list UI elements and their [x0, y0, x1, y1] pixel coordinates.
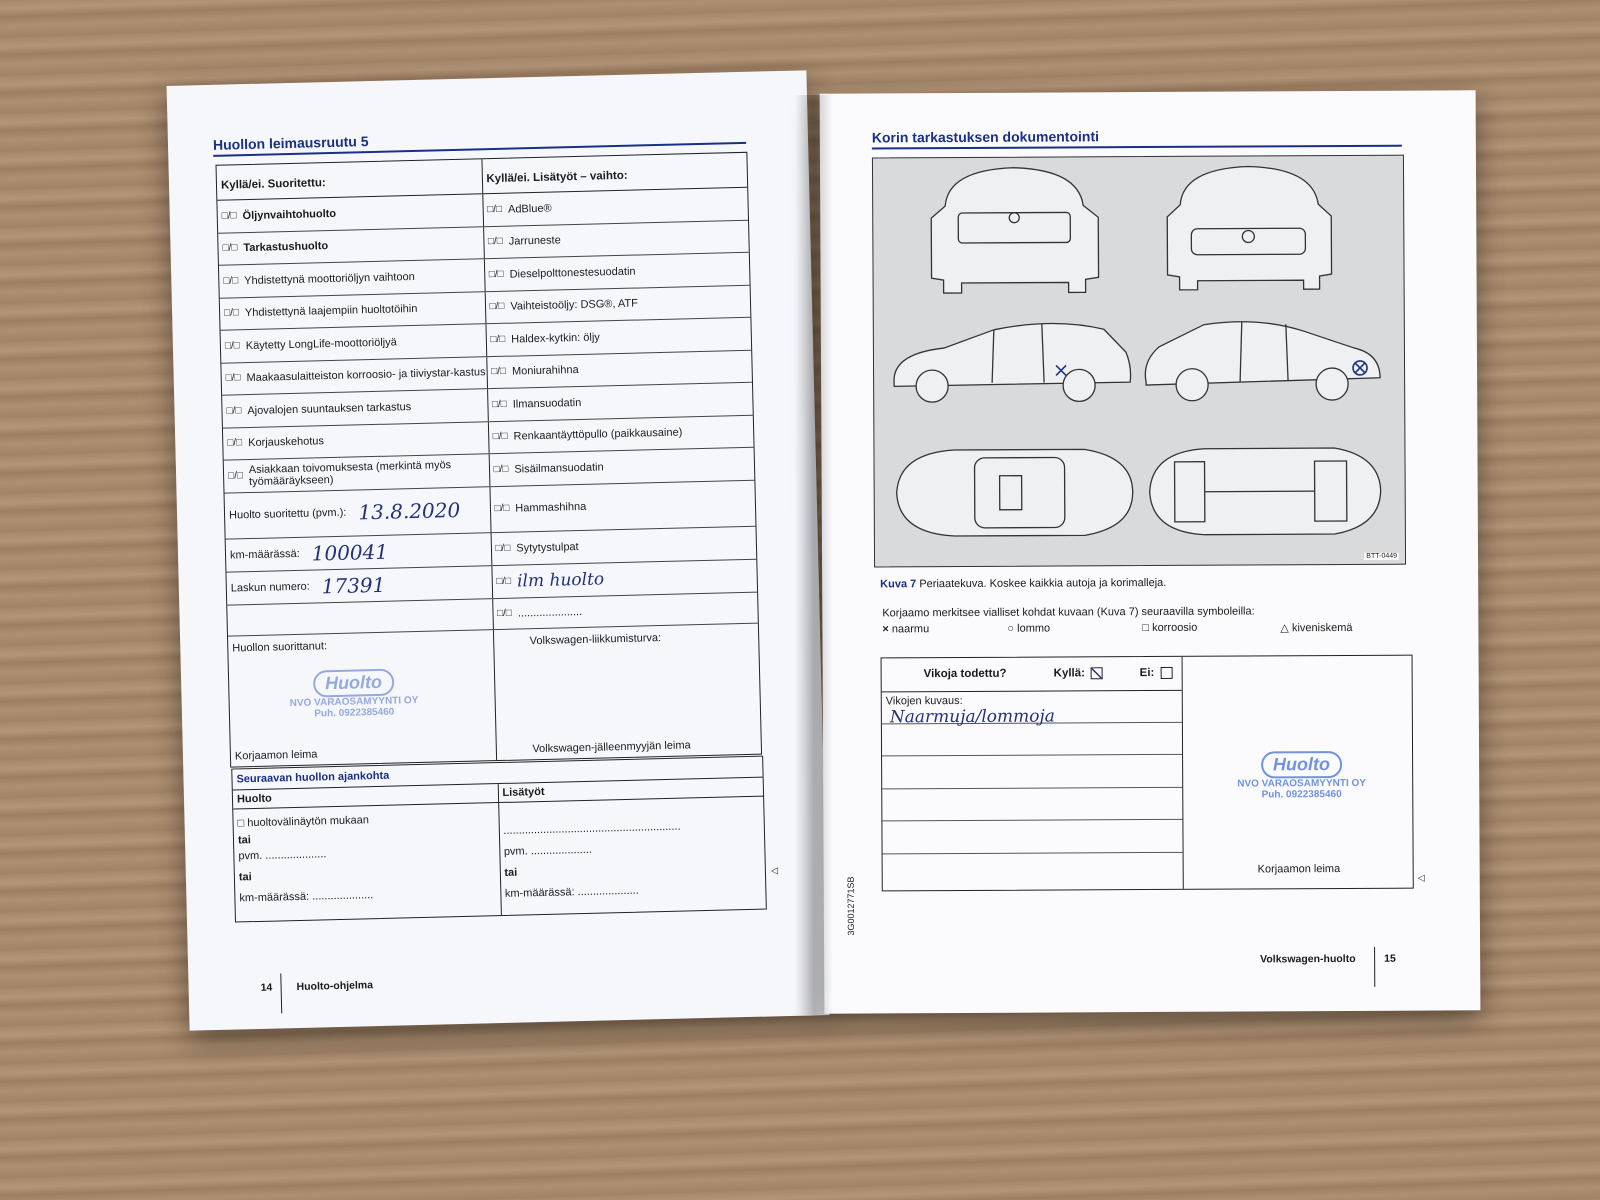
figure-id: BTT-0449	[1366, 552, 1398, 560]
car-views-illustration	[873, 156, 1405, 567]
service-checklist-table	[215, 152, 762, 767]
workshop-stamp-label: Korjaamon leima	[1257, 863, 1341, 876]
section-name: Huolto-ohjelma	[296, 979, 374, 994]
square-icon: □	[1142, 622, 1150, 635]
description-lines	[882, 690, 1183, 886]
performed-item-label: Maakaasulaitteiston korroosio- ja tiiviystar-kastus	[246, 366, 486, 385]
checkbox-pair[interactable]: □/□	[221, 210, 237, 222]
performed-item-label: Tarkastushuolto	[243, 240, 329, 255]
checkbox-pair[interactable]: □/□	[227, 469, 244, 482]
page-title: Huollon leimausruutu 5	[212, 133, 369, 153]
invoice-value[interactable]: 17391	[321, 572, 386, 598]
checkbox-pair[interactable]: □/□	[223, 307, 240, 319]
legend-item-corrosion: □ korroosio	[1142, 621, 1198, 635]
right-page	[820, 90, 1481, 1013]
checkbox-pair[interactable]: □/□	[493, 463, 509, 475]
next-service-title: Seuraavan huollon ajankohta	[232, 757, 762, 791]
next-service-table	[231, 756, 767, 923]
extra-item-label: Ilmansuodatin	[512, 396, 582, 411]
performed-item-label: Asiakkaan toivomuksesta (merkintä myös työmääräykseen)	[248, 458, 452, 488]
yes-checkbox[interactable]	[1091, 667, 1103, 679]
checkbox-pair[interactable]: □/□	[494, 502, 510, 515]
extra-item-label: Dieselpolttonestesuodatin	[509, 265, 636, 281]
extra-item-blank: .....................	[517, 605, 583, 620]
description-value[interactable]: Naarmuja/lommoja	[889, 706, 1055, 728]
next-service-right-cell: .......................................................... pvm. .................... tai km-määrässä: ....................	[503, 820, 681, 900]
checkbox-pair[interactable]: □/□	[496, 607, 513, 619]
col-header-performed: Kyllä/ei. Suoritettu:	[217, 159, 483, 199]
triangle-icon: △	[1280, 622, 1289, 635]
checkbox-pair[interactable]: □/□	[226, 404, 242, 417]
symbol-legend	[882, 621, 1412, 642]
checkbox-pair[interactable]: □/□	[227, 437, 243, 449]
defect-question-row	[882, 657, 1182, 693]
extra-item-label: AdBlue®	[507, 202, 552, 216]
no-checkbox[interactable]	[1160, 667, 1172, 679]
page-title: Korin tarkastuksen dokumentointi	[871, 128, 1100, 146]
workshop-stamp: Huolto NVO VARAOSAMYYNTI OY Puh. 0922385460	[289, 668, 419, 720]
document-code: 3G0012771SB	[845, 876, 857, 936]
cross-icon: ×	[882, 623, 889, 636]
service-date-value[interactable]: 13.8.2020	[358, 497, 461, 525]
checkbox-pair[interactable]: □/□	[224, 339, 240, 352]
footer-divider	[1374, 947, 1375, 987]
service-date-label: Huolto suoritettu (pvm.):	[228, 506, 347, 522]
defect-record-table	[881, 655, 1414, 892]
legend-item-dent: ○ lommo	[1007, 622, 1051, 635]
page-number: 14	[260, 981, 273, 994]
performed-item-label: Käytetty LongLife-moottoriöljyä	[245, 336, 397, 352]
performed-item-label: Korjauskehotus	[248, 435, 325, 450]
extra-item-label: Jarruneste	[508, 234, 561, 248]
checkbox-pair[interactable]: □/□	[490, 366, 507, 378]
performed-item-label: Öljynvaihtohuolto	[242, 207, 337, 222]
legend-item-scratch: × naarmu	[882, 623, 930, 636]
extra-item-label: Haldex-kytkin: öljy	[511, 331, 600, 346]
checkbox-pair[interactable]: □/□	[489, 301, 505, 313]
table-divider	[1182, 657, 1184, 889]
performed-by-label: Huollon suorittanut:	[232, 639, 328, 655]
checkbox-pair[interactable]: □/□	[488, 268, 504, 280]
checkbox-pair[interactable]: □/□	[222, 242, 238, 254]
left-page	[167, 70, 830, 1030]
performed-item-label: Ajovalojen suuntauksen tarkastus	[247, 400, 412, 417]
checkbox-pair[interactable]: □/□	[492, 430, 508, 443]
checkbox-pair[interactable]: □/□	[496, 575, 512, 587]
caption-text: Periaatekuva. Koskee kaikkia autoja ja korimalleja.	[919, 576, 1167, 591]
col-header-extra: Kyllä/ei. Lisätyöt – vaihto:	[486, 169, 628, 186]
workshop-stamp-label: Korjaamon leima	[234, 747, 318, 762]
continue-arrow-icon: ◁	[1417, 872, 1425, 883]
extra-item-label: Moniurahihna	[511, 364, 579, 378]
invoice-label: Laskun numero:	[230, 580, 310, 595]
extra-item-label: Sytytystulpat	[516, 540, 579, 555]
continue-arrow-icon: ◁	[770, 865, 778, 876]
next-service-col-right: Lisätyöt	[502, 785, 545, 799]
car-diagram	[872, 155, 1406, 568]
checkbox-pair[interactable]: □/□	[490, 333, 506, 345]
footer-label: Volkswagen-huolto	[1260, 952, 1356, 966]
checkbox-pair[interactable]: □/□	[491, 398, 507, 410]
circle-icon: ○	[1007, 622, 1015, 635]
checkbox-pair[interactable]: □/□	[487, 203, 503, 215]
extra-item-label: Sisäilmansuodatin	[514, 461, 604, 476]
signature-row	[228, 623, 761, 766]
page-number: 15	[1384, 952, 1396, 965]
extra-item-handwritten[interactable]: ilm huolto	[516, 568, 605, 592]
warranty-label: Volkswagen-liikkumisturva:	[529, 631, 662, 647]
performed-item-label: Yhdistettynä moottoriöljyn vaihtoon	[244, 270, 415, 287]
title-rule	[872, 145, 1402, 150]
defects-question: Vikoja todettu?	[923, 667, 1007, 681]
figure-caption	[880, 577, 1166, 590]
km-label: km-määrässä:	[229, 547, 300, 562]
next-service-left-cell: □ huoltovälinäytön mukaan tai pvm. .................... tai km-määrässä: ....................	[233, 803, 501, 921]
extra-item-label: Vaihteistoöljy: DSG®, ATF	[510, 297, 639, 313]
extra-item-label: Renkaantäyttöpullo (paikkausaine)	[513, 426, 683, 443]
workshop-stamp: Huolto NVO VARAOSAMYYNTI OY Puh. 0922385460	[1237, 751, 1366, 801]
caption-label: Kuva 7	[880, 578, 917, 591]
checkbox-pair[interactable]: □/□	[225, 372, 241, 384]
footer-divider	[280, 973, 282, 1013]
km-value[interactable]: 100041	[311, 539, 389, 566]
next-service-col-left: Huolto	[233, 784, 499, 808]
checkbox-pair[interactable]: □/□	[495, 542, 511, 554]
no-option[interactable]: Ei:	[1140, 667, 1173, 679]
checkbox-pair[interactable]: □/□	[223, 275, 239, 287]
legend-intro: Korjaamo merkitsee vialliset kohdat kuvaan (Kuva 7) seuraavilla symboleilla:	[882, 605, 1255, 620]
dealer-stamp-label: Volkswagen-jälleenmyyjän leima	[532, 738, 691, 755]
checkbox-pair[interactable]: □/□	[487, 236, 503, 248]
description-label: Vikojen kuvaus:	[885, 694, 963, 708]
legend-item-stone-chip: △ kiveniskemä	[1280, 621, 1353, 635]
extra-item-label: Hammashihna	[515, 500, 587, 515]
yes-option[interactable]: Kyllä:	[1054, 667, 1103, 679]
performed-item-label: Yhdistettynä laajempiin huoltotöihin	[244, 303, 418, 320]
